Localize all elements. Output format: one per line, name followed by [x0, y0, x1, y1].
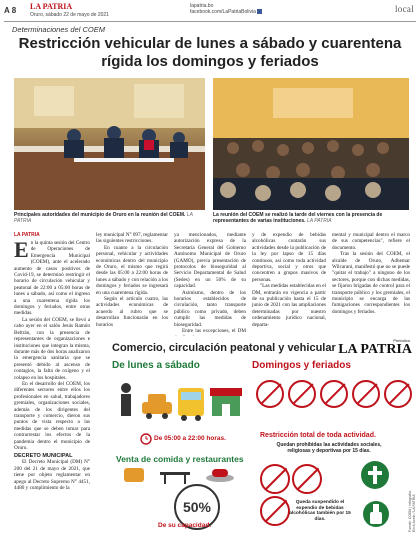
issue-date: Oruro, sábado 22 de mayo de 2021	[30, 12, 109, 18]
capacity-label: De su capacidad.	[158, 522, 212, 529]
infographic-title: Comercio, circulación peatonal y vehicular	[112, 342, 336, 354]
photo-caption-1	[14, 212, 205, 224]
no-sports-icon	[260, 464, 290, 494]
paragraph-1-text: n la quinta sesión del Centro de Operaciones de Emergencia Municipal (COEM), ante el acelerado aumento de casos positivos de Covid-19, se determinó restringir el horario de circulación vehicular y peatonal de 22:00 a 05:00 horas de lunes a sábado, así como el ingreso a una cuarentena rígida los domingos y feriados, entre otras medidas.	[14, 240, 90, 317]
photo-coem-meeting	[213, 78, 409, 210]
no-car-icon	[288, 380, 316, 408]
restaurant-icons	[120, 466, 250, 486]
header-divider	[4, 21, 416, 22]
no-bicycle-icon	[384, 380, 412, 408]
col3-paragraph-1: ya mencionados, mediante autorización expresa de la Secretaría General del Gobierno Autónomo Municipal de Oruro (GAMO), previa presentación de protocolos de bioseguridad al Servicio Departamental de Salud (Sedes) en un 50% de su capacidad.	[174, 232, 246, 290]
paragraph-3: En el desarrollo del COEM, los diferentes sectores entre ellos los profesionales en salud, trabajadores gremiales, organizaciones sociales, además de los dirigentes del transporte y comercio, dieron sus puntos de vista respecto a las medidas que se deben tomar para contrarrestar los efectos de la pandemia dentro el municipio de Oruro.	[14, 380, 90, 451]
paragraph-4: El Decreto Municipal (DM) N° 200 del 21 de mayo de 2021, que tiene por objeto reglamentar en apego al Decreto Supremo N° 4451, 4480 y cumplimiento de la	[14, 459, 90, 492]
article-column-2	[96, 232, 168, 328]
article-column-4	[252, 232, 326, 328]
no-gathering-icon	[292, 464, 322, 494]
church-icon	[360, 460, 390, 494]
infographic-brand-pre: Periódico	[393, 338, 410, 343]
caption-credit-1: LA PATRIA	[14, 212, 193, 224]
table-icon	[160, 472, 190, 484]
alcohol-suspended: Queda suspendido el expendio de bebidas alcohólicas también por 15 días.	[289, 500, 351, 522]
article-column-3	[174, 232, 246, 341]
social-links	[190, 3, 262, 15]
section-label: local	[395, 4, 414, 14]
article-column-1	[14, 232, 90, 491]
caption-text-1: Principales autoridades del municipio de Oruro en la reunión del COEM.	[14, 212, 186, 218]
no-walking-icon	[256, 380, 284, 408]
no-bus-icon	[320, 380, 348, 408]
col4-paragraph-1: y de expendio de bebidas alcohólicas contarán sus actividades desde la publicación de la ley por lapso de 15 días continuos, así como toda actividad deportiva, social y otros que concentren a grupos masivos de personas.	[252, 232, 326, 283]
col3-paragraph-3: Entre las excepciones, el DM	[182, 328, 246, 335]
byline: LA PATRIA	[14, 232, 40, 238]
bottle-icon	[362, 500, 390, 528]
caption-credit-2: LA PATRIA	[306, 218, 332, 224]
infographic	[110, 336, 416, 532]
col2-paragraph-3: Según el artículo cuatro, las actividades económicas de acuerdo al rubro que se desarrollan funcionarán en los horarios	[96, 296, 168, 328]
infographic-brand: LA PATRIA	[338, 342, 412, 357]
person-icon	[121, 383, 131, 416]
facebook-link[interactable]	[190, 9, 262, 15]
article-kicker: Determinaciones del COEM	[12, 25, 105, 34]
food-icon	[124, 468, 144, 482]
newspaper-brand: LA PATRIA	[30, 2, 73, 11]
dish-icon	[206, 469, 234, 482]
restriction-text: Restricción total de toda actividad.	[260, 432, 376, 439]
photo-caption-2	[213, 212, 409, 224]
col2-paragraph-2: En cuanto a la circulación personal, vehicular y actividades económicas dentro del municipio de Oruro, el mismo que regirá desde las 05:00 a 22:00 horas de lunes a sábado y con relación a los domingos y feriados se ingresará en una cuarentena rígida.	[96, 244, 168, 296]
col3-paragraph-2: Asimismo, dentro de los horarios establecidos de circulación, tanto transporte público como privado, deben cumplir las medidas de bioseguridad.	[174, 289, 246, 328]
caption-text-2: La reunión del COEM se realizó la tarde del viernes con la presencia de representantes de varias instituciones.	[213, 212, 383, 224]
facebook-icon	[257, 9, 262, 14]
page-number: A 8	[4, 6, 17, 15]
weekdays-heading: De lunes a sábado	[112, 360, 200, 371]
weekday-icons	[114, 374, 244, 432]
photo-coem-authorities	[14, 78, 205, 210]
holidays-heading: Domingos y feriados	[252, 360, 351, 371]
article-title: Restricción vehicular de lunes a sábado y cuarentena rígida los domingos y feriados	[18, 35, 402, 70]
col4-paragraph-2: "Las medidas establecidas en el DM, entrarán en vigencia a partir de su publicación hasta el 15 de junio de 2021 con las ampliaciones determinadas por nuestro ordenamiento jurídico nacional, departa-	[252, 283, 326, 328]
drop-cap: E	[14, 237, 29, 262]
shop-icon	[210, 388, 242, 416]
subheading-decreto: DECRETO MUNICIPAL	[14, 453, 73, 460]
capacity-percent: 50%	[174, 484, 220, 530]
infographic-source: Fuente: COEM | Infografía: Erick Aceto / LA PATRIA	[408, 490, 416, 532]
paragraph-2: La sesión del COEM, se llevó a cabo ayer en el salón Jesús Ramón Beltrán, con la presencia de representantes de organizaciones e instituciones que integran la misma, durante más de dos horas analizaron la emergencia sanitaria que se presentó debido al ascenso de contagios, la falta de oxígeno y el colapso en los hospitales.	[14, 316, 90, 381]
car-icon	[142, 394, 172, 419]
paragraph-1	[14, 237, 90, 317]
col5-paragraph-2: Tras la sesión del COEM, el alcalde de Oruro, Adhemar Wilcarani, manifestó que no se puede "quitar el trabajo" a ninguno de los sectores, porque con dichas medidas, se fijaron brigadas de control para el transporte público y los gremiales, el municipio se encarga de las fumigaciones correspondientes los domingos y feriados.	[332, 251, 410, 315]
bus-icon	[178, 388, 204, 421]
website-link[interactable]: lapatria.bo	[190, 3, 214, 9]
article-column-5	[332, 232, 410, 315]
col2-paragraph-1: ley municipal N° 097, reglamentar las siguientes restricciones.	[96, 232, 168, 245]
no-shop-icon	[352, 380, 380, 408]
weekday-hours: De 05:00 a 22:00 horas.	[154, 435, 226, 442]
prohibited-activities: Quedan prohibidas las actividades sociales, religiosas y deportivas por 15 días.	[276, 442, 382, 454]
facebook-url[interactable]: facebook.com/LaPatriaBolivia	[190, 9, 256, 15]
food-heading: Venta de comida y restaurantes	[116, 454, 244, 464]
clock-icon	[140, 433, 152, 445]
page-header	[0, 0, 420, 20]
col5-paragraph-1: mental y municipal dentro el marco de sus competencias", refiere el documento.	[332, 232, 410, 251]
